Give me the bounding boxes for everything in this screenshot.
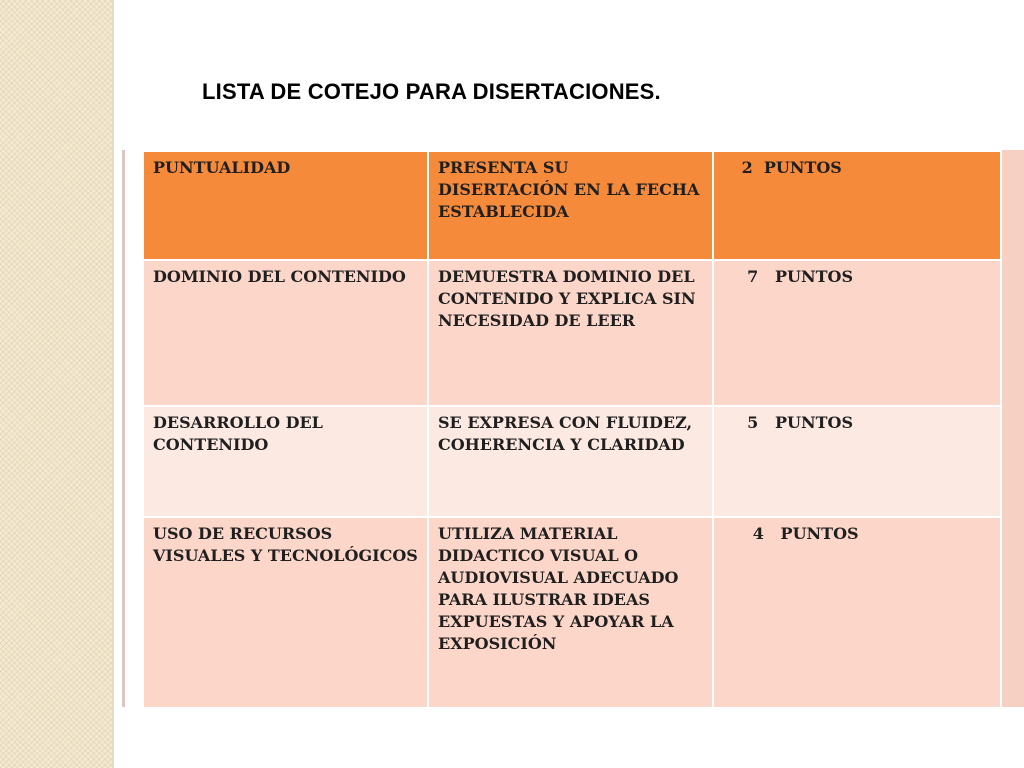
criterion-cell: PUNTUALIDAD: [143, 151, 428, 260]
table-row-desarrollo: [143, 406, 1001, 517]
points-cell: 5 PUNTOS: [713, 406, 1001, 517]
description-cell: SE EXPRESA CON FLUIDEZ, COHERENCIA Y CLARIDAD: [428, 406, 713, 517]
criterion-cell: DOMINIO DEL CONTENIDO: [143, 260, 428, 406]
decorative-side-strip: [0, 0, 114, 768]
table-row-dominio: [143, 260, 1001, 406]
points-cell: 7 PUNTOS: [713, 260, 1001, 406]
table-frame-line: [122, 150, 125, 707]
description-cell: UTILIZA MATERIAL DIDACTICO VISUAL O AUDIOVISUAL ADECUADO PARA ILUSTRAR IDEAS EXPUESTAS Y APOYAR LA EXPOSICIÓN: [428, 517, 713, 708]
table-row-puntualidad: [143, 151, 1001, 260]
table-right-strip: [1002, 150, 1024, 707]
table-row-recursos: [143, 517, 1001, 708]
side-strip-edge: [112, 0, 114, 768]
checklist-table: [142, 150, 1002, 709]
criterion-cell: DESARROLLO DEL CONTENIDO: [143, 406, 428, 517]
description-cell: PRESENTA SU DISERTACIÓN EN LA FECHA ESTABLECIDA: [428, 151, 713, 260]
page-title: LISTA DE COTEJO PARA DISERTACIONES.: [202, 79, 661, 104]
criterion-cell: USO DE RECURSOS VISUALES Y TECNOLÓGICOS: [143, 517, 428, 708]
description-cell: DEMUESTRA DOMINIO DEL CONTENIDO Y EXPLICA SIN NECESIDAD DE LEER: [428, 260, 713, 406]
points-cell: 2 PUNTOS: [713, 151, 1001, 260]
points-cell: 4 PUNTOS: [713, 517, 1001, 708]
